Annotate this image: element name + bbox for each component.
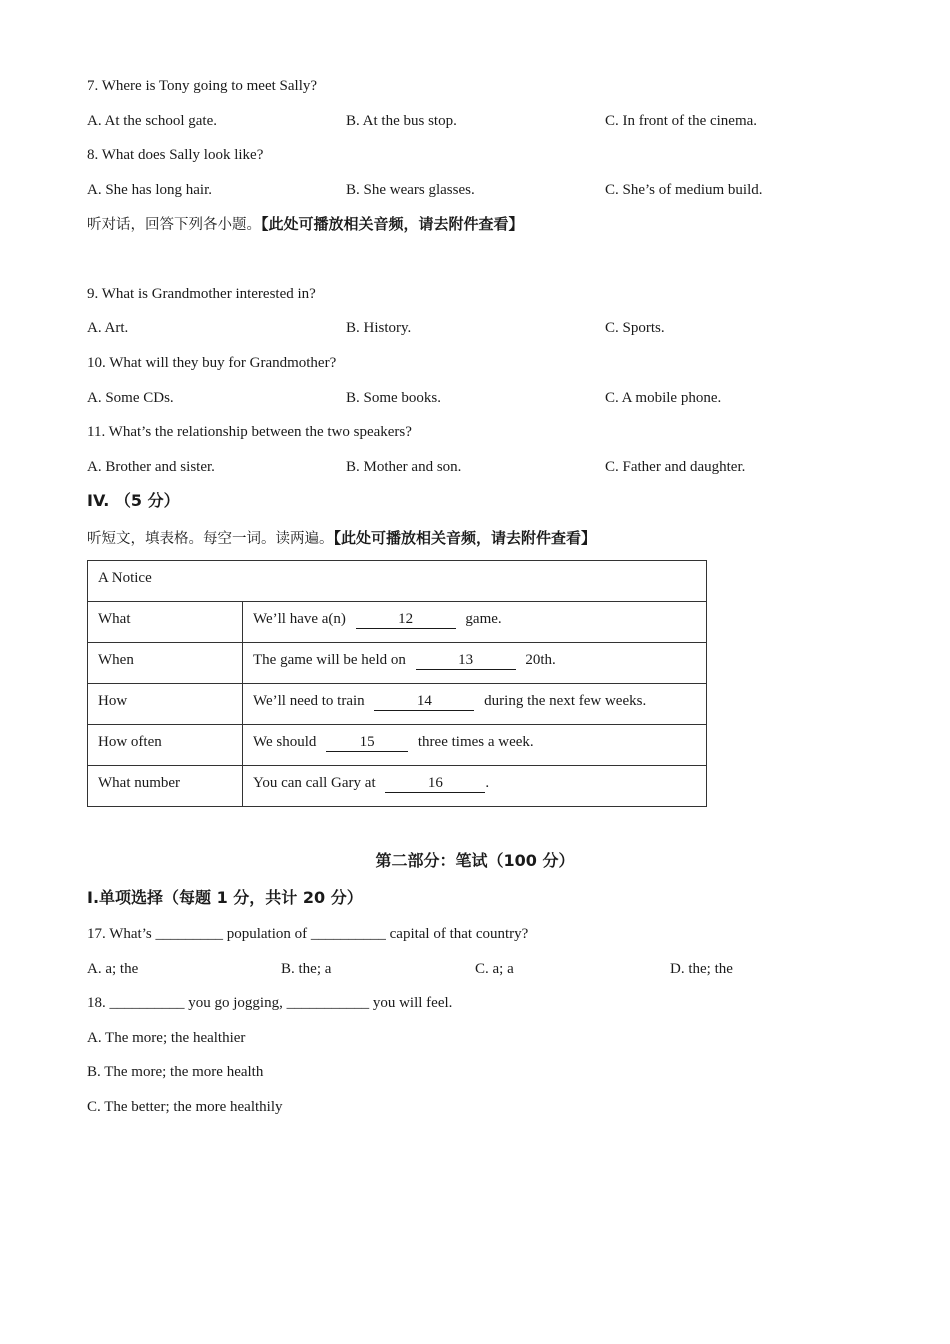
q9-question: 9. What is Grandmother interested in?	[87, 286, 316, 302]
section4-instruction	[87, 528, 596, 549]
row-post: during the next few weeks.	[484, 693, 647, 709]
q18-option-a: A. The more; the healthier	[87, 1030, 246, 1046]
audio-note: 【此处可播放相关音频，请去附件查看】	[261, 215, 524, 233]
table-title: A Notice	[88, 561, 707, 602]
row-label: How	[88, 684, 243, 725]
q18-option-c: C. The better; the more healthily	[87, 1099, 283, 1115]
q8-option-a: A. She has long hair.	[87, 182, 212, 198]
q10-question: 10. What will they buy for Grandmother?	[87, 355, 337, 371]
q17-option-d: D. the; the	[670, 961, 733, 977]
section4-instruction-text: 听短文，填表格。每空一词。读两遍。	[87, 531, 334, 547]
table-row	[88, 643, 707, 684]
q10-option-b: B. Some books.	[346, 390, 442, 406]
row-post: .	[485, 775, 490, 791]
q7-option-b: B. At the bus stop.	[346, 113, 457, 129]
row-pre: We’ll need to train	[253, 693, 365, 709]
section4-heading: IV. （5 分）	[87, 491, 180, 510]
row-content	[243, 602, 707, 643]
q17-question: 17. What’s _________ population of __________ capital of that country?	[87, 926, 529, 942]
row-label: When	[88, 643, 243, 684]
row-pre: We should	[253, 734, 317, 750]
answer-blank-13[interactable]: 13	[416, 651, 516, 670]
q7-question: 7. Where is Tony going to meet Sally?	[87, 78, 318, 94]
q8-option-c: C. She’s of medium build.	[605, 182, 763, 198]
table-title-row	[88, 561, 707, 602]
row-post: 20th.	[525, 652, 556, 668]
answer-blank-12[interactable]: 12	[356, 610, 456, 629]
part2-title: 第二部分：笔试（100 分）	[375, 851, 575, 870]
row-content	[243, 766, 707, 807]
q10-option-a: A. Some CDs.	[87, 390, 174, 406]
row-pre: We’ll have a(n)	[253, 611, 346, 627]
q18-question: 18. __________ you go jogging, ___________ you will feel.	[87, 995, 453, 1011]
q11-question: 11. What’s the relationship between the two speakers?	[87, 424, 412, 440]
table-row	[88, 602, 707, 643]
q11-option-b: B. Mother and son.	[346, 459, 462, 475]
q9-option-c: C. Sports.	[605, 320, 665, 336]
q9-option-b: B. History.	[346, 320, 412, 336]
q17-option-b: B. the; a	[281, 961, 332, 977]
notice-table	[87, 560, 707, 807]
row-content	[243, 725, 707, 766]
dialogue-instruction	[87, 214, 524, 235]
q11-option-a: A. Brother and sister.	[87, 459, 215, 475]
row-post: three times a week.	[417, 734, 534, 750]
row-pre: The game will be held on	[253, 652, 406, 668]
table-row	[88, 725, 707, 766]
answer-blank-16[interactable]: 16	[385, 774, 485, 793]
dialogue-instruction-text: 听对话，回答下列各小题。	[87, 217, 261, 233]
q18-option-b: B. The more; the more health	[87, 1064, 264, 1080]
table-row	[88, 684, 707, 725]
q7-option-c: C. In front of the cinema.	[605, 113, 758, 129]
row-label: What number	[88, 766, 243, 807]
row-pre: You can call Gary at	[253, 775, 376, 791]
answer-blank-14[interactable]: 14	[374, 692, 474, 711]
q11-option-c: C. Father and daughter.	[605, 459, 746, 475]
row-post: game.	[465, 611, 502, 627]
q7-option-a: A. At the school gate.	[87, 113, 217, 129]
q17-option-a: A. a; the	[87, 961, 139, 977]
q8-question: 8. What does Sally look like?	[87, 147, 264, 163]
row-content	[243, 643, 707, 684]
q17-option-c: C. a; a	[475, 961, 514, 977]
row-content	[243, 684, 707, 725]
answer-blank-15[interactable]: 15	[326, 733, 408, 752]
section4-audio-note: 【此处可播放相关音频，请去附件查看】	[333, 529, 597, 547]
q9-option-a: A. Art.	[87, 320, 129, 336]
row-label: What	[88, 602, 243, 643]
table-row	[88, 766, 707, 807]
row-label: How often	[88, 725, 243, 766]
section1-heading: I.单项选择（每题 1 分，共计 20 分）	[87, 888, 363, 907]
q10-option-c: C. A mobile phone.	[605, 390, 722, 406]
q8-option-b: B. She wears glasses.	[346, 182, 475, 198]
